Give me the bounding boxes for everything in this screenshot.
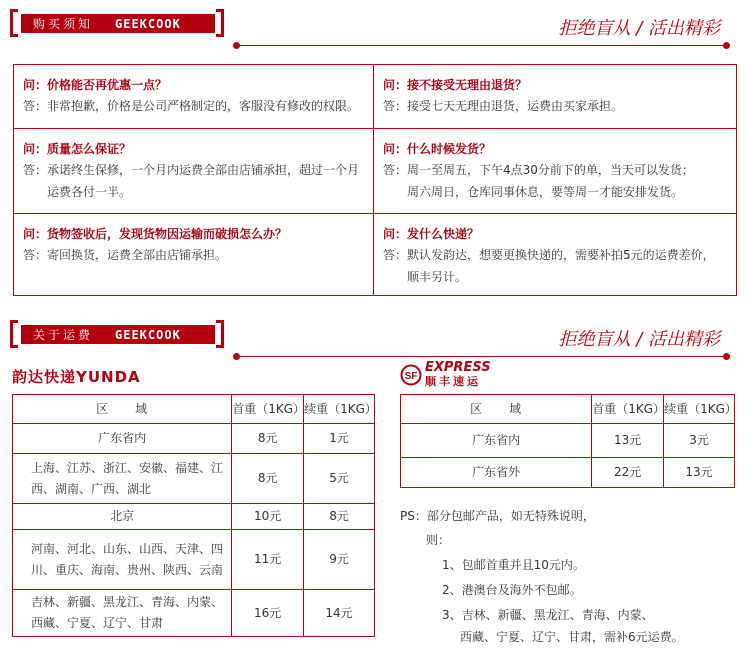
sf-emblem-icon	[400, 364, 422, 386]
faq-question: 问：价格能否再优惠一点？	[23, 78, 168, 92]
yunda-rate-table	[12, 394, 375, 637]
header-slogan: 拒绝盲从 / 活出精彩	[558, 329, 720, 350]
table-header-cell: 区 域	[13, 395, 232, 424]
faq-question: 问：什么时候发货？	[383, 142, 492, 156]
faq-question: 问：质量怎么保证？	[23, 142, 132, 156]
faq-answer: 默认发韵达，想要更换快递的，需要补拍5元的运费差价，顺丰另计。	[407, 248, 715, 284]
shipping-notes	[400, 506, 684, 648]
divider-line	[238, 356, 725, 357]
region-cell: 上海、江苏、浙江、安徽、福建、江西、湖南、广西、湖北	[13, 454, 232, 504]
price-cell: 1元	[304, 424, 375, 454]
table-header-cell: 区 域	[401, 395, 592, 424]
region-cell: 吉林、新疆、黑龙江、青海、内蒙、西藏、宁夏、辽宁、甘肃	[13, 590, 232, 637]
faq-answer: 接受七天无理由退货，运费由买家承担。	[407, 99, 624, 113]
price-cell: 3元	[664, 424, 735, 458]
notes-item-continued: 西藏、宁夏、辽宁、甘肃，需补6元运费。	[460, 630, 684, 644]
header-bracket-left	[10, 9, 18, 37]
table-header-row	[13, 395, 375, 424]
region-cell: 河南、河北、山东、山西、天津、四川、重庆、海南、贵州、陕西、云南	[13, 530, 232, 590]
faq-question: 问：发什么快递？	[383, 227, 480, 241]
price-cell: 22元	[592, 458, 664, 488]
header-brand: GEEKCOOK	[115, 327, 181, 342]
notes-item: 2、港澳台及海外不包邮。	[442, 583, 582, 597]
faq-question: 问：接不接受无理由退货？	[383, 78, 528, 92]
table-row	[401, 424, 735, 458]
faq-answer-label: 答：	[383, 163, 408, 177]
faq-answer-label: 答：	[383, 248, 408, 262]
table-row	[13, 424, 375, 454]
sf-brand-en: EXPRESS	[425, 360, 491, 375]
faq-answer: 寄回换货，运费全部由店铺承担。	[47, 248, 228, 262]
sf-brand-cn: 顺丰速运	[425, 375, 481, 388]
table-header-row	[401, 395, 735, 424]
svg-text:SF: SF	[404, 371, 418, 382]
yunda-logo: 韵达快递YUNDA	[12, 368, 141, 386]
price-cell: 9元	[304, 530, 375, 590]
faq-grid	[13, 64, 737, 296]
price-cell: 13元	[592, 424, 664, 458]
header-bar	[21, 325, 215, 344]
price-cell: 10元	[232, 504, 304, 530]
faq-answer-label: 答：	[383, 99, 408, 113]
price-cell: 8元	[232, 424, 304, 454]
faq-answer-label: 答：	[23, 163, 48, 177]
table-row	[13, 504, 375, 530]
faq-item	[374, 65, 734, 117]
header-bar	[21, 14, 215, 33]
header-bracket-right	[216, 320, 224, 348]
table-row	[13, 590, 375, 637]
price-cell: 5元	[304, 454, 375, 504]
table-header-cell: 首重（1KG）	[592, 395, 664, 424]
price-cell: 16元	[232, 590, 304, 637]
notes-item: 1、包邮首重并且10元内。	[442, 558, 585, 572]
region-cell: 北京	[13, 504, 232, 530]
header-title: 购买须知	[33, 17, 94, 31]
divider-dot	[723, 353, 730, 360]
region-cell: 广东省内	[13, 424, 232, 454]
header-bracket-left	[10, 320, 18, 348]
faq-question: 问：货物签收后，发现货物因运输而破损怎么办？	[23, 227, 288, 241]
region-cell: 广东省内	[401, 424, 592, 458]
sf-rate-table	[400, 394, 735, 488]
divider-dot	[723, 42, 730, 49]
faq-item	[374, 129, 704, 203]
header-title: 关于运费	[33, 328, 94, 342]
price-cell: 11元	[232, 530, 304, 590]
faq-item	[374, 214, 722, 288]
table-row	[13, 530, 375, 590]
faq-answer: 周一至周五，下午4点30分前下的单，当天可以发货；周六周日，仓库同事休息，要等周一才能安排发货。	[407, 163, 694, 199]
divider-line	[238, 45, 725, 46]
notes-rule: 则：	[426, 533, 451, 547]
notes-prefix: PS：	[400, 509, 427, 523]
section-header-shipping	[0, 317, 750, 357]
table-header-cell: 续重（1KG）	[304, 395, 375, 424]
table-header-cell: 续重（1KG）	[664, 395, 735, 424]
header-slogan: 拒绝盲从 / 活出精彩	[558, 18, 720, 39]
price-cell: 8元	[232, 454, 304, 504]
notes-text: 部分包邮产品，如无特殊说明，	[426, 509, 595, 523]
faq-item	[14, 129, 366, 203]
faq-item	[14, 65, 373, 117]
faq-answer-label: 答：	[23, 248, 48, 262]
faq-answer-label: 答：	[23, 99, 48, 113]
table-row	[401, 458, 735, 488]
notes-item: 3、吉林、新疆、黑龙江、青海、内蒙、	[442, 608, 654, 622]
price-cell: 8元	[304, 504, 375, 530]
header-brand: GEEKCOOK	[115, 16, 181, 31]
sf-express-logo	[400, 361, 491, 389]
price-cell: 13元	[664, 458, 735, 488]
region-cell: 广东省外	[401, 458, 592, 488]
header-bracket-right	[216, 9, 224, 37]
table-header-cell: 首重（1KG）	[232, 395, 304, 424]
section-header-purchase	[0, 6, 750, 46]
faq-answer: 承诺终生保修，一个月内运费全部由店铺承担，超过一个月运费各付一半。	[47, 163, 360, 199]
faq-item	[14, 214, 373, 266]
price-cell: 14元	[304, 590, 375, 637]
table-row	[13, 454, 375, 504]
faq-answer: 非常抱歉，价格是公司严格制定的，客服没有修改的权限。	[47, 99, 360, 113]
